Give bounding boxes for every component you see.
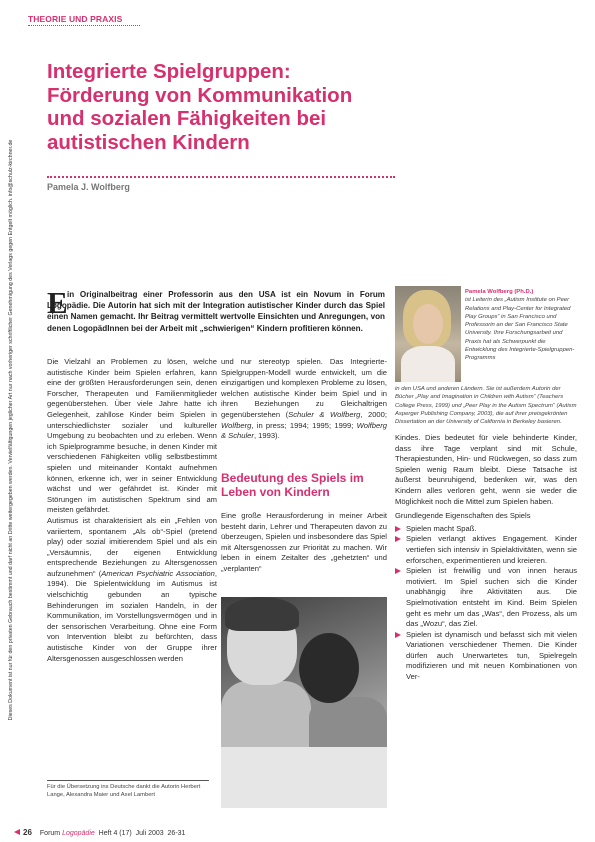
body-column-1 [47, 357, 217, 664]
properties-list [395, 524, 577, 683]
list-item: Spielen verlangt aktives Engagement. Kinder vertiefen sich intensiv in Spielaktivitäten, wenn sie erforschen, experimentieren und kreieren. [395, 534, 577, 566]
paragraph: Autismus ist charakterisiert als ein „Fehlen von variiertem, spontanem „Als ob“-Spiel (pretend play) oder sozial imitierendem Spiel und als ein „Versäumnis, der eigenen Entwicklung entsprechende Beziehungen zu Altersgenossen aufzunehmen“ (American Psychiatric Association, 1994). Die Spielentwicklung im Autismus ist vielschichtig gebunden an typische Behinderungen im sozialen Handeln, in der Kommunikation, im Vorstellungsvermögen und in der sensorischen Verarbeitung. Ohne eine Form von Intervention bleibt zu befürchten, dass autistische Kinder von der Gruppe ihrer Altersgenossen ausgeschlossen werden [47, 515, 217, 663]
paragraph: Grundlegende Eigenschaften des Spiels [395, 511, 531, 521]
issue-info: Heft 4 (17) Juli 2003 26-31 [94, 830, 186, 837]
author-portrait [395, 286, 461, 382]
citation: Wolfberg [221, 420, 252, 430]
bio-text-narrow: ist Leiterin des „Autism Institute on Peer Relations and Play-Center for Integrated Play Groups“ in San Francisco und Professorin an der San Francisco State University. Ihre Forschungsarbeit und Praxis hat als Schwerpunkt die Entwicklung des Integrierte-Spielgruppen-Programms [465, 297, 575, 362]
footnote-divider [47, 780, 209, 781]
journal-prefix: Forum [39, 830, 63, 837]
paragraph: Eine große Herausforderung in meiner Arbeit besteht darin, Lehrer und Therapeuten davon zu überzeugen, Spielen und insbesondere das Spiel mit Altersgenossen zur Priorität zu machen. Wir leben in einem Zeitalter des „gehetzten“ und „verplanten“ [221, 511, 387, 573]
portrait-shirt [401, 346, 455, 382]
journal-name: Logopädie [62, 830, 95, 837]
body-column-3 [395, 433, 577, 683]
title-line: autistischen Kindern [47, 130, 250, 154]
bullet-triangle-icon [395, 536, 401, 542]
body-column-2-continued [221, 511, 387, 575]
portrait-face [413, 304, 443, 344]
list-item: Spielen ist dynamisch und befasst sich mit vielen Variationen verschiedener Themen. Die Kinder dürfen auch Unerwartetes tun, Spielregeln modifizieren und mit neuen Kombinationen von Ver- [395, 630, 577, 683]
paragraph: und nur stereotyp spielen. Das Integrierte-Spielgruppen-Modell wurde entwickelt, um die einzigartigen und komplexen Probleme zu lösen, welchen autistische Kinder beim Spiel und in ihren Beziehungen zu Gleichaltrigen gegenüberstehen (Schuler & Wolfberg, 2000; Wolfberg, in press; 1994; 1995; 1999; Wolfberg & Schuler, 1993). [221, 357, 387, 441]
list-item: Spielen ist freiwillig und von innen heraus motiviert. Im Spiel suchen sich die Kinder unabhängig ihre Aktivitäten aus. Die Spielmotivation entsteht im Kind. Beim Spielen geht es mehr um das „Was“, den Prozess, als um das „Wozu“, das Ziel. [395, 566, 577, 630]
copyright-sidebar: Dieses Dokument ist nur für den privaten Gebrauch bestimmt und darf nicht an Dritte weitergegeben werden. Vervielfältigungen jeglicher Art nur nach vorheriger schriftlicher Genehmigung des Verlags gegen Entgelt möglich. info@schulz-kirchner.de [8, 139, 14, 721]
author-bio-continued: in den USA und anderen Ländern. Sie ist außerdem Autorin der Bücher „Play and Imagination in Children with Autism“ (Teachers College Press, 1999) und „Peer Play in the Autism Spectrum“ (Autism Asperger Publishing Company, 2003), die auf ihrer preisgekrönten Dissertation an der University of California in Berkeley basieren. [395, 386, 577, 426]
section-divider [28, 25, 140, 26]
section-heading: Bedeutung des Spiels im Leben von Kindern [221, 471, 364, 499]
section-label: THEORIE UND PRAXIS [28, 14, 123, 24]
bullet-triangle-icon [395, 568, 401, 574]
bullet-triangle-icon [395, 526, 401, 532]
list-item: Spielen macht Spaß. [395, 524, 577, 535]
footnote: Für die Übersetzung ins Deutsche dankt die Autorin Herbert Lange, Alexandra Maier und Axel Lambert [47, 784, 201, 798]
article-author: Pamela J. Wolfberg [47, 182, 130, 192]
page-number: 26 [23, 828, 32, 837]
author-bio [465, 288, 577, 363]
paragraph: Kindes. Dies bedeutet für viele behinderte Kinder, dass ihre Tage verplant sind mit Schule, Therapiestunden, Hin- und Rückwegen, so dass zum Spielen wenig Raum bleibt. Diese Tatsache ist äußerst beunruhigend, bedenken wir, was den Kindern alles verloren geht, wenn sie weder die Möglichkeit noch die Mittel zum Spielen haben. [395, 433, 577, 506]
photo-child-hair [225, 597, 299, 631]
photo-table [221, 747, 387, 808]
title-divider [47, 176, 395, 178]
photo-child-head [299, 633, 359, 703]
title-line: Förderung von Kommunikation [47, 83, 353, 107]
citation: Schuler & Wolfberg [288, 409, 361, 419]
citation: Wolfberg & Schuler [221, 420, 387, 441]
citation: American Psychiatric Association [101, 568, 215, 578]
article-title [47, 60, 407, 154]
lead-paragraph: in Originalbeitrag einer Professorin aus den USA ist ein Novum in Forum Logopädie. Die Autorin hat sich mit der Integration autistischer Kinder durch das Spiel einen Namen gemacht. Ihr Beitrag vermittelt wertvolle Einsichten und Anregungen, von denen LogopädInnen bei der Arbeit mit „schwierigen“ Kindern profitieren können. [47, 290, 385, 333]
bio-name: Pamela Wolfberg (Ph.D.) [465, 289, 534, 295]
body-column-2 [221, 357, 387, 442]
paragraph: Die Vielzahl an Problemen zu lösen, welche autistische Kinder beim Spielen erfahren, kann eine der größten Herausforderungen sein, denen Forscher, Therapeuten und Familienmitglieder gegenüberstehen. Über viele Jahre hatte ich Gelegenheit, zahllose Kinder beim Spielen in unterschiedlichster sozialer und kultureller Umgebung zu beobachten und zu erleben. Wenn ich Spielprogramme besuche, in denen Kinder mit verschiedenen Fähigkeiten völlig selbstbestimmt spielen und miteinander Kontakt aufnehmen können, erkenne ich, wer in seiner Entwicklung wächst und wer gefährdet ist. Kinder mit Störungen im autistischen Spektrum sind am meisten gefährdet. [47, 357, 217, 515]
footer-triangle-icon [14, 829, 20, 835]
title-line: und sozialen Fähigkeiten bei [47, 107, 327, 130]
page-footer [14, 828, 185, 837]
title-line: Integrierte Spielgruppen: [47, 60, 291, 83]
bullet-triangle-icon [395, 632, 401, 638]
drop-cap: E [47, 285, 68, 320]
children-playing-photo [221, 597, 387, 808]
